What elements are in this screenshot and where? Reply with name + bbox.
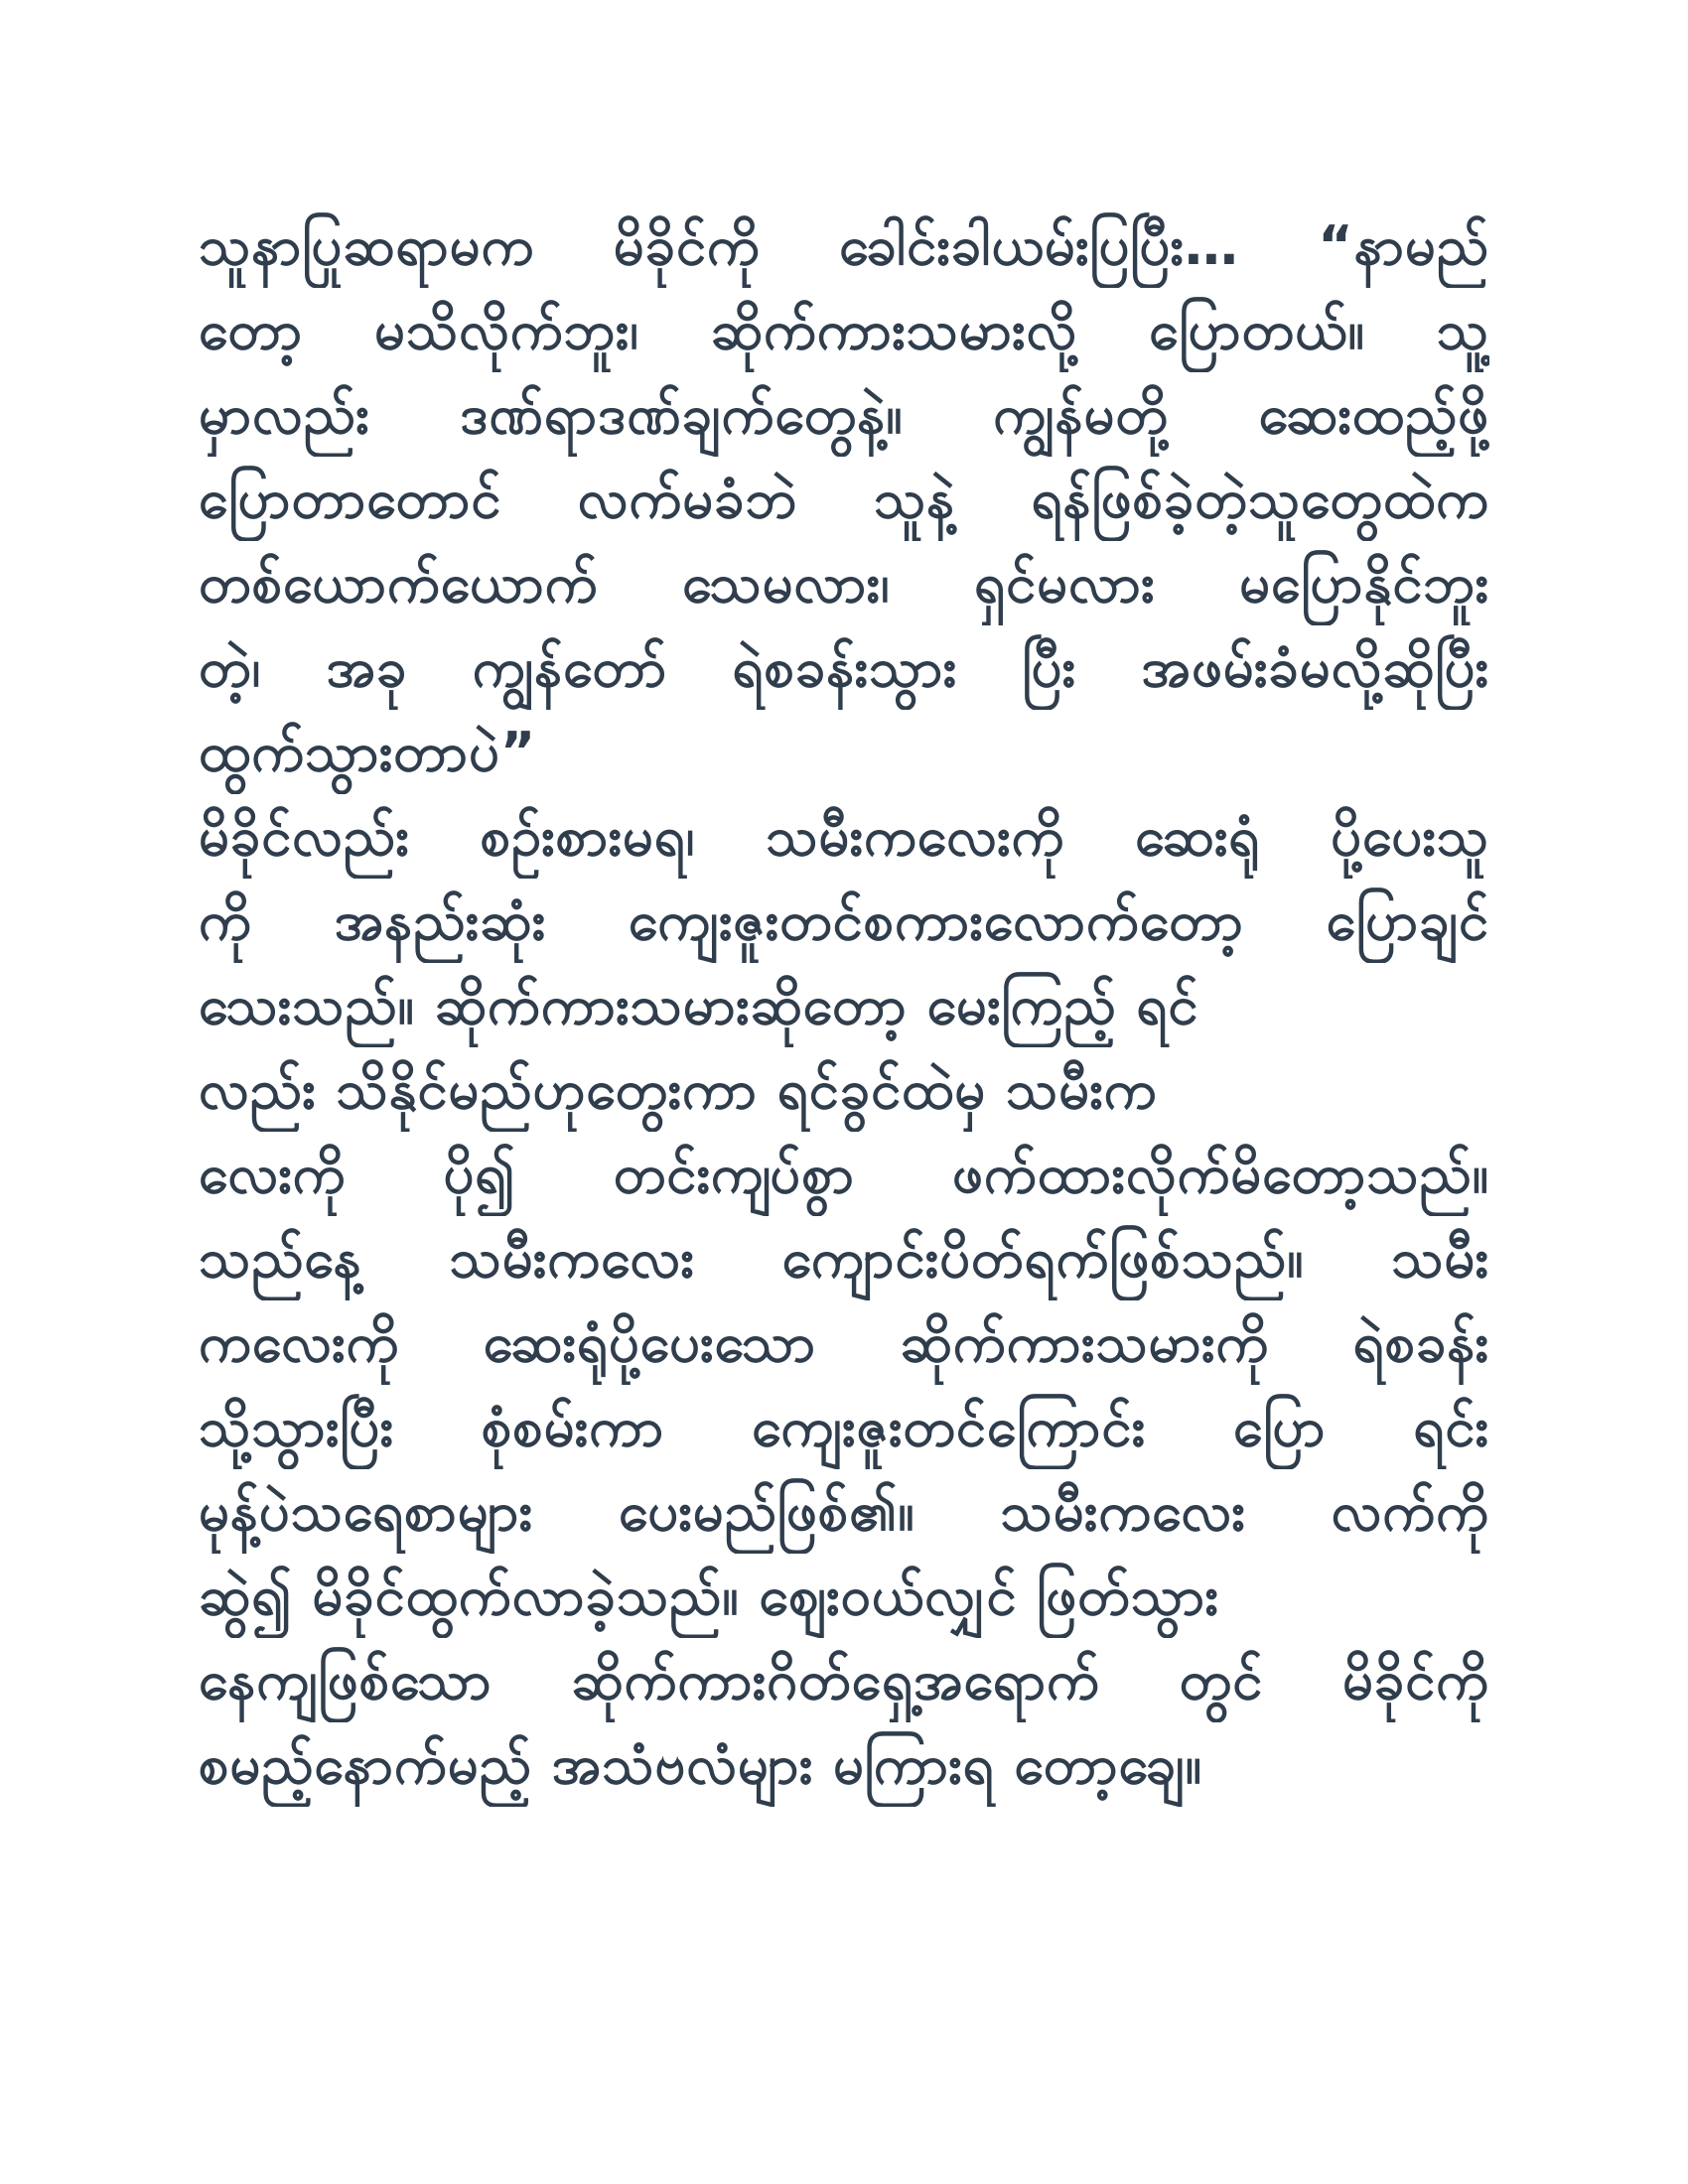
- text-line: သို့သွားပြီး စုံစမ်းကာ ကျေးဇူးတင်ကြောင်း ပြော ရင်း: [199, 1396, 1489, 1458]
- text-line: ကို အနည်းဆုံး ကျေးဇူးတင်စကားလောက်တော့ ပြောချင်: [199, 889, 1489, 952]
- text-line: မိခိုင်လည်း စဉ်းစားမရ၊ သမီးကလေးကို ဆေးရုံ ပို့ပေးသူ: [199, 805, 1489, 868]
- text-line: သူနာပြုဆရာမက မိခိုင်ကို ခေါင်းခါယမ်းပြပြီး… “နာမည်: [199, 214, 1489, 277]
- text-line: တဲ့၊ အခု ကျွန်တော် ရဲစခန်းသွား ပြီး အဖမ်းခံမလို့ဆိုပြီး: [199, 636, 1489, 699]
- text-line: ပြောတာတောင် လက်မခံဘဲ သူနဲ့ ရန်ဖြစ်ခဲ့တဲ့သူတွေထဲက: [199, 468, 1489, 530]
- text-line: သည်နေ့ သမီးကလေး ကျောင်းပိတ်ရက်ဖြစ်သည်။ သမီး: [199, 1227, 1489, 1290]
- text-line: စမည့်နောက်မည့် အသံဗလံများ မကြားရ တော့ချေ။: [199, 1733, 1203, 1796]
- text-line: သေးသည်။ ဆိုက်ကားသမားဆိုတော့ မေးကြည့် ရင်: [199, 974, 1199, 1036]
- text-line: မုန့်ပဲသရေစာများ ပေးမည်ဖြစ်၏။ သမီးကလေး လက်ကို: [199, 1480, 1489, 1543]
- text-line: ထွက်သွားတာပဲ”: [199, 721, 537, 783]
- text-line: တော့ မသိလိုက်ဘူး၊ ဆိုက်ကားသမားလို့ ပြောတယ်။ သူ့: [199, 299, 1489, 361]
- text-line: ကလေးကို ဆေးရုံပို့ပေးသော ဆိုက်ကားသမားကို ရဲစခန်း: [199, 1311, 1489, 1374]
- text-line: လည်း သိနိုင်မည်ဟုတွေးကာ ရင်ခွင်ထဲမှ သမီးက: [199, 1058, 1158, 1121]
- story-paragraphs: [199, 204, 1489, 1807]
- text-line: ဆွဲ၍ မိခိုင်ထွက်လာခဲ့သည်။ ဈေးဝယ်လျှင် ဖြတ်သွား: [199, 1565, 1219, 1627]
- text-line: တစ်ယောက်ယောက် သေမလား၊ ရှင်မလား မပြောနိုင်ဘူး: [199, 552, 1489, 614]
- text-line: နေကျဖြစ်သော ဆိုက်ကားဂိတ်ရှေ့အရောက် တွင် မိခိုင်ကို: [199, 1649, 1489, 1711]
- text-line: လေးကို ပို၍ တင်းကျပ်စွာ ဖက်ထားလိုက်မိတော့သည်။: [199, 1143, 1489, 1205]
- text-line: မှာလည်း ဒဏ်ရာဒဏ်ချက်တွေနဲ့။ ကျွန်မတို့ ဆေးထည့်ဖို့: [199, 383, 1489, 446]
